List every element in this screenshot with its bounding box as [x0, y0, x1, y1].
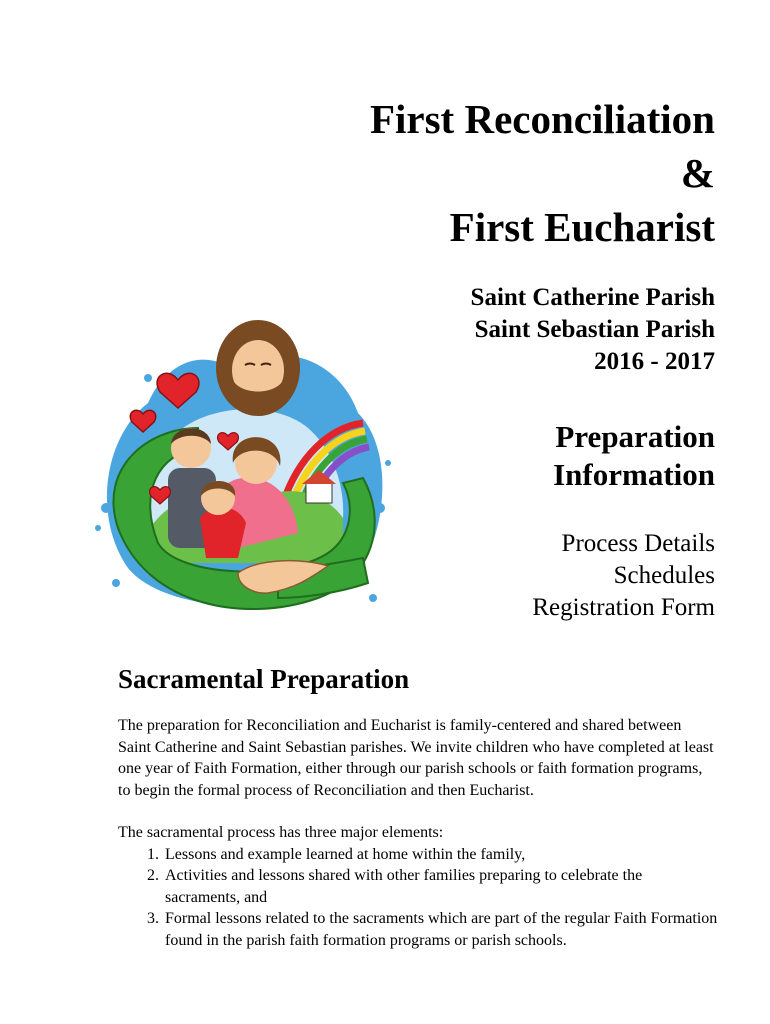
- child-body: [200, 507, 246, 558]
- title-line-eucharist: First Eucharist: [449, 204, 715, 250]
- sky-dot: [95, 525, 101, 531]
- parish-info: [471, 282, 715, 378]
- sky-dot: [144, 374, 152, 382]
- sky-dot: [385, 460, 391, 466]
- list-item: 2. Activities and lessons shared with other families preparing to celebrate the sacraments, and: [163, 865, 718, 908]
- elements-intro: The sacramental process has three major elements:: [118, 824, 444, 841]
- title-line-reconciliation: First Reconciliation: [369, 96, 715, 142]
- sky-dot: [112, 579, 120, 587]
- section-body: [118, 715, 718, 951]
- title-line-ampersand: &: [680, 150, 715, 196]
- program-year: 2016 - 2017: [594, 348, 715, 375]
- house: [306, 483, 332, 503]
- sky-dot: [369, 594, 377, 602]
- jesus-embracing-family-illustration: [88, 318, 398, 623]
- contents-list: [532, 528, 715, 624]
- contents-item-process-details: Process Details: [561, 530, 715, 557]
- information-line: Information: [553, 457, 715, 492]
- list-item: 3. Formal lessons related to the sacraments which are part of the regular Faith Formation found in the parish faith formation programs or parish schools.: [163, 908, 718, 951]
- contents-item-registration-form: Registration Form: [532, 594, 715, 621]
- section-heading: Sacramental Preparation: [118, 664, 410, 694]
- intro-paragraph: The preparation for Reconciliation and Eucharist is family-centered and shared between Saint Catherine and Saint Sebastian parishes. We invite children who have completed at least one year of Faith Formation, either through our parish schools or faith formation programs, to begin the formal process of Reconciliation and then Eucharist.: [118, 717, 714, 799]
- elements-list: [118, 844, 718, 952]
- document-title: [370, 92, 715, 254]
- preparation-line: Preparation: [555, 419, 715, 454]
- parish-name-sebastian: Saint Sebastian Parish: [474, 316, 715, 343]
- sky-dot: [101, 503, 111, 513]
- preparation-heading: [553, 418, 715, 494]
- sky-dot: [375, 503, 385, 513]
- contents-item-schedules: Schedules: [613, 562, 715, 589]
- list-item: 1. Lessons and example learned at home within the family,: [163, 844, 718, 866]
- parish-name-catherine: Saint Catherine Parish: [470, 284, 715, 311]
